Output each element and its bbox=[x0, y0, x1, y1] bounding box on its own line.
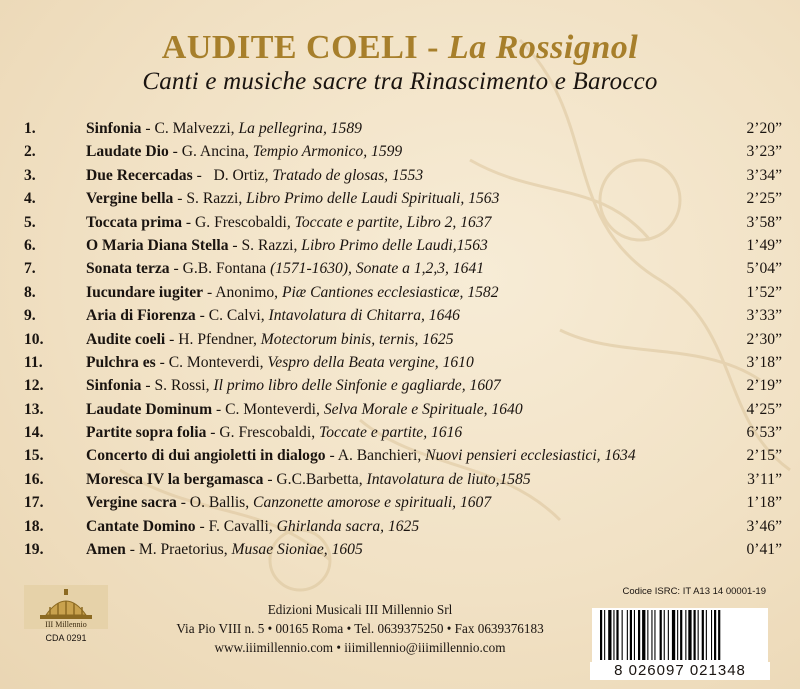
track-title: Due Recercadas bbox=[86, 166, 193, 184]
track-row bbox=[24, 164, 782, 187]
track-duration: 6’53” bbox=[746, 424, 782, 442]
dome-logo-icon bbox=[24, 585, 108, 629]
barcode-bar bbox=[698, 610, 699, 660]
track-number: 13. bbox=[24, 400, 44, 418]
track-composer: - S. Razzi, bbox=[228, 236, 302, 254]
track-title: Moresca IV la bergamasca bbox=[86, 470, 264, 488]
track-duration: 3’46” bbox=[746, 517, 782, 535]
barcode-bar bbox=[714, 610, 716, 660]
track-number: 2. bbox=[24, 143, 36, 161]
barcode-bar bbox=[706, 610, 707, 660]
track-title: Cantate Domino bbox=[86, 517, 196, 535]
track-number: 9. bbox=[24, 307, 36, 325]
barcode-bar bbox=[685, 610, 686, 660]
track-description bbox=[86, 281, 499, 304]
track-composer: - G. Frescobaldi, bbox=[206, 424, 319, 442]
track-title: Laudate Dio bbox=[86, 143, 169, 161]
track-composer: - Anonimo, bbox=[203, 283, 282, 301]
track-description bbox=[86, 234, 488, 257]
track-source: Selva Morale e Spirituale, 1640 bbox=[323, 400, 523, 418]
isrc-code: Codice ISRC: IT A13 14 00001-19 bbox=[622, 586, 766, 597]
barcode-bar bbox=[668, 610, 669, 660]
track-number: 17. bbox=[24, 494, 44, 512]
track-description bbox=[86, 468, 531, 491]
track-row bbox=[24, 328, 782, 351]
track-composer: - C. Monteverdi, bbox=[155, 353, 268, 371]
barcode-bar bbox=[616, 610, 618, 660]
track-description bbox=[86, 211, 491, 234]
track-title: Vergine sacra bbox=[86, 494, 177, 512]
barcode-bar bbox=[613, 610, 614, 660]
track-title: Partite sopra folia bbox=[86, 424, 207, 442]
barcode-bar bbox=[672, 610, 675, 660]
track-row bbox=[24, 211, 782, 234]
track-title: Sinfonia bbox=[86, 120, 142, 137]
track-row bbox=[24, 468, 782, 491]
track-row bbox=[24, 374, 782, 397]
track-number: 8. bbox=[24, 283, 36, 301]
barcode-bar bbox=[622, 610, 623, 660]
publisher-web: www.iiimillennio.com • iiimillennio@iiimillennio.com bbox=[214, 640, 506, 655]
track-source: Piæ Cantiones ecclesiasticæ, 1582 bbox=[281, 283, 499, 301]
track-duration: 2’30” bbox=[746, 330, 782, 348]
publisher-logo bbox=[24, 585, 108, 643]
track-duration: 3’23” bbox=[746, 143, 782, 161]
track-composer: - D. Ortiz, bbox=[192, 166, 273, 184]
track-row bbox=[24, 187, 782, 210]
track-duration: 1’18” bbox=[746, 494, 782, 512]
barcode-bar bbox=[634, 610, 635, 660]
track-description bbox=[86, 351, 474, 374]
barcode-bar bbox=[604, 610, 605, 660]
track-title: Laudate Dominum bbox=[86, 400, 213, 418]
track-description bbox=[86, 117, 362, 140]
publisher-address: Via Pio VIII n. 5 • 00165 Roma • Tel. 0639375250 • Fax 0639376183 bbox=[176, 621, 544, 636]
barcode-bar bbox=[660, 610, 662, 660]
publisher-info bbox=[150, 600, 570, 657]
track-composer: - C. Malvezzi, bbox=[141, 120, 239, 137]
track-duration: 4’25” bbox=[746, 400, 782, 418]
barcode bbox=[592, 608, 768, 662]
track-title: Pulchra es bbox=[86, 353, 156, 371]
track-duration: 2’25” bbox=[746, 190, 782, 208]
track-number: 5. bbox=[24, 213, 36, 231]
track-description bbox=[86, 304, 460, 327]
track-row bbox=[24, 140, 782, 163]
track-source: Motectorum binis, ternis, 1625 bbox=[260, 330, 454, 348]
track-title: Sinfonia bbox=[86, 377, 142, 395]
track-duration: 3’58” bbox=[746, 213, 782, 231]
barcode-bar bbox=[680, 610, 682, 660]
catalog-number: CDA 0291 bbox=[45, 633, 87, 643]
track-composer: - G. Ancina, bbox=[168, 143, 253, 161]
track-title: O Maria Diana Stella bbox=[86, 236, 229, 254]
track-source: Ghirlanda sacra, 1625 bbox=[276, 517, 420, 535]
publisher-name: Edizioni Musicali III Millennio Srl bbox=[267, 602, 453, 617]
track-number: 18. bbox=[24, 517, 44, 535]
track-row bbox=[24, 351, 782, 374]
barcode-bar bbox=[694, 610, 696, 660]
track-composer: - S. Rossi, bbox=[141, 377, 214, 395]
track-row bbox=[24, 491, 782, 514]
track-source: (1571-1630), Sonate a 1,2,3, 1641 bbox=[270, 260, 485, 278]
track-list bbox=[24, 117, 782, 561]
track-row bbox=[24, 538, 782, 561]
barcode-bar bbox=[608, 610, 611, 660]
track-description bbox=[86, 328, 454, 351]
track-number: 7. bbox=[24, 260, 36, 278]
barcode-bar bbox=[664, 610, 665, 660]
title-sub: La Rossignol bbox=[447, 29, 639, 66]
track-number: 3. bbox=[24, 166, 36, 184]
track-description bbox=[86, 421, 462, 444]
title-separator: - bbox=[418, 29, 448, 66]
track-duration: 1’52” bbox=[746, 283, 782, 301]
barcode-bar bbox=[638, 610, 640, 660]
track-source: Intavolatura di Chitarra, 1646 bbox=[268, 307, 460, 325]
track-source: Canzonette amorose e spirituali, 1607 bbox=[253, 494, 492, 512]
track-source: Tempio Armonico, 1599 bbox=[252, 143, 403, 161]
barcode-number: 8 026097 021348 bbox=[590, 662, 770, 680]
track-composer: - S. Razzi, bbox=[173, 190, 247, 208]
track-source: Vespro della Beata vergine, 1610 bbox=[267, 353, 474, 371]
track-description bbox=[86, 538, 363, 561]
track-number: 4. bbox=[24, 190, 36, 208]
album-subtitle: Canti e musiche sacre tra Rinascimento e Barocco bbox=[142, 68, 658, 95]
track-title: Sonata terza bbox=[86, 260, 170, 278]
track-source: Il primo libro delle Sinfonie e gagliarde, 1607 bbox=[213, 377, 501, 395]
barcode-bar bbox=[711, 610, 712, 660]
track-source: Toccate e partite, 1616 bbox=[319, 424, 463, 442]
track-composer: - A. Banchieri, bbox=[325, 447, 426, 465]
track-row bbox=[24, 398, 782, 421]
track-title: Amen bbox=[86, 541, 126, 559]
track-title: Iucundare iugiter bbox=[86, 283, 204, 301]
track-source: Libro Primo delle Laudi,1563 bbox=[301, 236, 488, 254]
track-source: Tratado de glosas, 1553 bbox=[272, 166, 424, 184]
track-number: 10. bbox=[24, 330, 44, 348]
track-description bbox=[86, 444, 636, 467]
track-duration: 2’19” bbox=[746, 377, 782, 395]
track-composer: - C. Monteverdi, bbox=[212, 400, 324, 418]
track-source: Intavolatura de liuto,1585 bbox=[366, 470, 531, 488]
track-duration: 0’41” bbox=[746, 541, 782, 559]
track-source: Libro Primo delle Laudi Spirituali, 1563 bbox=[246, 190, 500, 208]
track-duration: 3’11” bbox=[747, 470, 782, 488]
barcode-bar bbox=[627, 610, 628, 660]
track-number: 1. bbox=[24, 120, 36, 137]
track-number: 14. bbox=[24, 424, 44, 442]
track-source: Musae Sioniae, 1605 bbox=[231, 541, 363, 559]
track-composer: - F. Cavalli, bbox=[195, 517, 277, 535]
track-number: 16. bbox=[24, 470, 44, 488]
barcode-bar bbox=[630, 610, 632, 660]
track-number: 11. bbox=[24, 353, 43, 371]
track-description bbox=[86, 257, 484, 280]
track-row bbox=[24, 421, 782, 444]
track-description bbox=[86, 515, 419, 538]
barcode-bar bbox=[702, 610, 704, 660]
track-number: 19. bbox=[24, 541, 44, 559]
track-title: Vergine bella bbox=[86, 190, 174, 208]
barcode-bar bbox=[642, 610, 645, 660]
track-title: Toccata prima bbox=[86, 213, 183, 231]
track-row bbox=[24, 281, 782, 304]
track-row bbox=[24, 515, 782, 538]
track-source: Nuovi pensieri ecclesiastici, 1634 bbox=[425, 447, 636, 465]
track-description bbox=[86, 187, 499, 210]
track-duration: 2’15” bbox=[746, 447, 782, 465]
barcode-bar bbox=[654, 610, 655, 660]
track-description bbox=[86, 374, 501, 397]
track-duration: 3’34” bbox=[746, 166, 782, 184]
track-number: 6. bbox=[24, 236, 36, 254]
track-description bbox=[86, 398, 523, 421]
track-duration: 3’18” bbox=[746, 353, 782, 371]
track-row bbox=[24, 444, 782, 467]
barcode-bar bbox=[600, 610, 602, 660]
barcode-bar bbox=[651, 610, 652, 660]
track-composer: - C. Calvi, bbox=[195, 307, 269, 325]
track-title: Aria di Fiorenza bbox=[86, 307, 196, 325]
title-main: AUDITE COELI bbox=[161, 29, 419, 66]
barcode-bar bbox=[647, 610, 648, 660]
track-duration: 2’20” bbox=[746, 120, 782, 137]
header bbox=[0, 28, 800, 96]
track-duration: 3’33” bbox=[746, 307, 782, 325]
barcode-bar bbox=[718, 610, 720, 660]
track-source: Toccate e partite, Libro 2, 1637 bbox=[294, 213, 492, 231]
track-description bbox=[86, 164, 423, 187]
track-composer: - O. Ballis, bbox=[176, 494, 254, 512]
track-row bbox=[24, 304, 782, 327]
track-title: Audite coeli bbox=[86, 330, 166, 348]
track-row bbox=[24, 234, 782, 257]
track-number: 15. bbox=[24, 447, 44, 465]
track-duration: 5’04” bbox=[746, 260, 782, 278]
track-composer: - G. Frescobaldi, bbox=[182, 213, 295, 231]
barcode-bar bbox=[688, 610, 691, 660]
track-description bbox=[86, 491, 491, 514]
track-source: La pellegrina, 1589 bbox=[238, 120, 362, 137]
track-duration: 1’49” bbox=[746, 236, 782, 254]
track-number: 12. bbox=[24, 377, 44, 395]
track-title: Concerto di dui angioletti in dialogo bbox=[86, 447, 326, 465]
track-composer: - G.B. Fontana bbox=[169, 260, 271, 278]
barcode-bar bbox=[677, 610, 678, 660]
track-composer: - M. Praetorius, bbox=[125, 541, 232, 559]
track-composer: - G.C.Barbetta, bbox=[263, 470, 367, 488]
track-description bbox=[86, 140, 402, 163]
track-row bbox=[24, 117, 782, 140]
logo-text: III Millennio bbox=[45, 620, 87, 629]
track-composer: - H. Pfendner, bbox=[165, 330, 261, 348]
album-title bbox=[0, 28, 800, 68]
track-row bbox=[24, 257, 782, 280]
